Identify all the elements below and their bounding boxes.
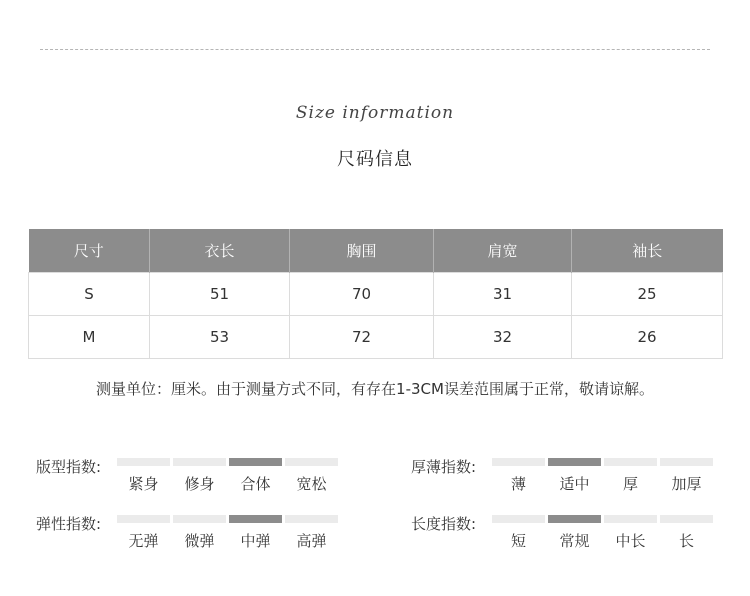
elasticity-option: 无弹 (128, 532, 159, 550)
length-bar-segment (660, 515, 713, 523)
fit-index-label: 版型指数: (36, 458, 102, 476)
thickness-bar-segment (660, 458, 713, 466)
table-cell: M (29, 316, 150, 359)
fit-option: 修身 (184, 475, 215, 493)
fit-bar-segment (285, 458, 338, 466)
thickness-option: 适中 (559, 475, 590, 493)
fit-bar-segment (173, 458, 226, 466)
table-cell: 25 (572, 273, 723, 316)
header-length: 衣长 (150, 229, 290, 273)
length-bar-segment (604, 515, 657, 523)
thickness-bar-segment (604, 458, 657, 466)
length-bar-segment (548, 515, 601, 523)
elasticity-bar-segment (229, 515, 282, 523)
page-title: 尺码信息 (337, 149, 413, 170)
fit-option: 紧身 (128, 475, 159, 493)
elasticity-bar-segment (285, 515, 338, 523)
table-header-row (29, 229, 723, 273)
fit-option: 宽松 (296, 475, 327, 493)
header-bust: 胸围 (290, 229, 434, 273)
thickness-bar-segment (548, 458, 601, 466)
table-cell: 70 (290, 273, 434, 316)
length-option: 常规 (559, 532, 590, 550)
thickness-option: 薄 (510, 475, 526, 493)
elasticity-option: 高弹 (296, 532, 327, 550)
fit-bar-segment (117, 458, 170, 466)
fit-bar-segment (229, 458, 282, 466)
header-shoulder: 肩宽 (434, 229, 572, 273)
table-cell: S (29, 273, 150, 316)
header-sleeve: 袖长 (572, 229, 723, 273)
table-cell: 53 (150, 316, 290, 359)
measurement-note: 测量单位：厘米。由于测量方式不同，有存在1-3CM误差范围属于正常，敬请谅解。 (96, 380, 654, 398)
length-option: 中长 (615, 532, 646, 550)
table-cell: 51 (150, 273, 290, 316)
thickness-option: 厚 (622, 475, 638, 493)
table-cell: 72 (290, 316, 434, 359)
table-cell: 26 (572, 316, 723, 359)
thickness-index-label: 厚薄指数: (411, 458, 477, 476)
script-subtitle: Size information (295, 103, 455, 123)
table-row (29, 316, 723, 359)
elasticity-index-label: 弹性指数: (36, 515, 102, 533)
header-size: 尺寸 (29, 229, 150, 273)
length-option: 短 (510, 532, 526, 550)
elasticity-option: 微弹 (184, 532, 215, 550)
table-cell: 31 (434, 273, 572, 316)
top-dashed-divider (40, 49, 710, 50)
elasticity-option: 中弹 (240, 532, 271, 550)
thickness-option: 加厚 (671, 475, 702, 493)
length-option: 长 (678, 532, 694, 550)
elasticity-bar-segment (117, 515, 170, 523)
table-row (29, 273, 723, 316)
thickness-bar-segment (492, 458, 545, 466)
length-index-label: 长度指数: (411, 515, 477, 533)
elasticity-bar-segment (173, 515, 226, 523)
table-cell: 32 (434, 316, 572, 359)
size-table (28, 229, 723, 359)
fit-option: 合体 (240, 475, 271, 493)
length-bar-segment (492, 515, 545, 523)
